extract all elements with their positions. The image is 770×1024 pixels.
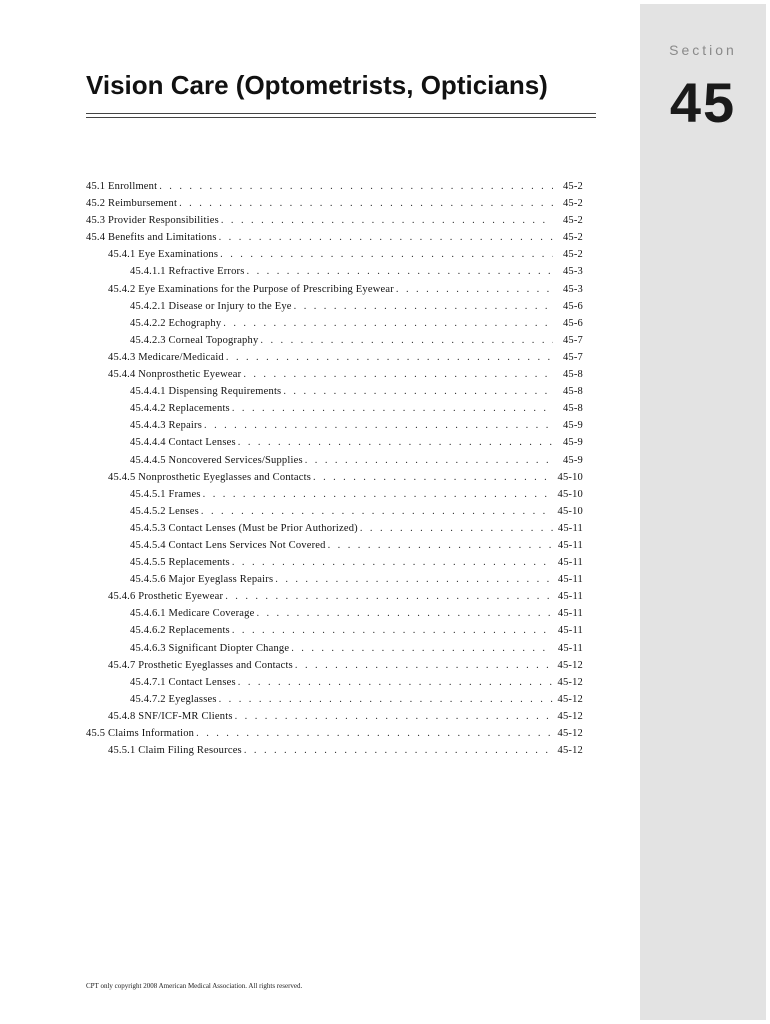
toc-entry-page: 45-11 <box>557 642 583 654</box>
toc-entry[interactable] <box>86 625 583 642</box>
toc-entry-label: 45.4.6.1 Medicare Coverage <box>130 608 255 620</box>
toc-entry-label: 45.4.5.6 Major Eyeglass Repairs <box>130 574 274 586</box>
toc-entry-label: 45.2 Reimbursement <box>86 198 178 210</box>
toc-entry[interactable] <box>86 437 583 454</box>
toc-dot-leader <box>204 420 553 431</box>
toc-entry-page: 45-11 <box>557 557 583 569</box>
toc-dot-leader <box>232 625 553 636</box>
toc-dot-leader <box>238 677 553 688</box>
toc-entry-page: 45-12 <box>557 676 583 688</box>
toc-entry-label: 45.4.1.1 Refractive Errors <box>130 266 245 278</box>
toc-dot-leader <box>305 455 553 466</box>
toc-entry[interactable] <box>86 660 583 677</box>
toc-entry-label: 45.4 Benefits and Limitations <box>86 232 217 244</box>
table-of-contents <box>86 181 583 762</box>
toc-dot-leader <box>275 574 553 585</box>
toc-dot-leader <box>256 608 553 619</box>
toc-entry-label: 45.4.7.1 Contact Lenses <box>130 676 236 688</box>
section-side-tab <box>640 4 766 1020</box>
toc-dot-leader <box>260 335 553 346</box>
toc-entry-page: 45-12 <box>557 710 583 722</box>
toc-entry[interactable] <box>86 301 583 318</box>
toc-entry-page: 45-2 <box>562 249 583 261</box>
toc-entry-label: 45.4.6.3 Significant Diopter Change <box>130 642 290 654</box>
toc-entry-page: 45-10 <box>557 505 583 517</box>
toc-entry[interactable] <box>86 420 583 437</box>
toc-entry-label: 45.4.7 Prosthetic Eyeglasses and Contacts <box>108 659 293 671</box>
toc-entry-label: 45.4.1 Eye Examinations <box>108 249 219 261</box>
toc-entry-label: 45.4.2.1 Disease or Injury to the Eye <box>130 300 292 312</box>
toc-entry-label: 45.4.4.3 Repairs <box>130 420 203 432</box>
toc-entry-page: 45-11 <box>557 574 583 586</box>
toc-entry[interactable] <box>86 369 583 386</box>
toc-entry-page: 45-11 <box>557 539 583 551</box>
toc-dot-leader <box>294 301 553 312</box>
toc-entry-label: 45.4.6 Prosthetic Eyewear <box>108 591 224 603</box>
toc-dot-leader <box>238 437 553 448</box>
copyright-footer: CPT only copyright 2008 American Medical Association. All rights reserved. <box>86 982 303 990</box>
toc-entry[interactable] <box>86 677 583 694</box>
toc-entry-page: 45-11 <box>557 591 583 603</box>
toc-dot-leader <box>223 318 553 329</box>
section-number: 45 <box>669 71 737 134</box>
toc-entry-page: 45-12 <box>557 693 583 705</box>
toc-entry-page: 45-11 <box>557 625 583 637</box>
toc-entry-page: 45-9 <box>562 437 583 449</box>
toc-entry[interactable] <box>86 284 583 301</box>
toc-entry[interactable] <box>86 266 583 283</box>
toc-entry-page: 45-2 <box>562 215 583 227</box>
title-divider <box>86 113 596 118</box>
toc-entry-label: 45.4.4.4 Contact Lenses <box>130 437 236 449</box>
toc-entry[interactable] <box>86 506 583 523</box>
toc-entry[interactable] <box>86 557 583 574</box>
toc-entry[interactable] <box>86 215 583 232</box>
toc-dot-leader <box>295 660 553 671</box>
toc-entry-page: 45-8 <box>562 386 583 398</box>
toc-dot-leader <box>235 711 553 722</box>
toc-dot-leader <box>201 506 553 517</box>
toc-dot-leader <box>159 181 553 192</box>
toc-dot-leader <box>219 694 553 705</box>
toc-dot-leader <box>196 728 553 739</box>
toc-entry-page: 45-8 <box>562 369 583 381</box>
toc-entry-label: 45.4.4.5 Noncovered Services/Supplies <box>130 454 303 466</box>
toc-entry-label: 45.4.4.2 Replacements <box>130 403 230 415</box>
toc-entry[interactable] <box>86 472 583 489</box>
toc-entry-page: 45-8 <box>562 403 583 415</box>
toc-entry-page: 45-9 <box>562 420 583 432</box>
toc-dot-leader <box>203 489 553 500</box>
toc-dot-leader <box>225 591 553 602</box>
toc-entry-label: 45.4.5.3 Contact Lenses (Must be Prior Authorized) <box>130 522 358 534</box>
toc-entry[interactable] <box>86 455 583 472</box>
section-label: Section <box>669 42 737 58</box>
toc-dot-leader <box>243 369 553 380</box>
toc-entry-label: 45.4.5.2 Lenses <box>130 505 199 517</box>
toc-entry-page: 45-11 <box>557 608 583 620</box>
toc-entry-label: 45.4.2.3 Corneal Topography <box>130 334 259 346</box>
toc-entry-page: 45-2 <box>562 198 583 210</box>
toc-entry[interactable] <box>86 608 583 625</box>
page-title: Vision Care (Optometrists, Opticians) <box>86 70 548 100</box>
toc-entry-page: 45-7 <box>562 351 583 363</box>
toc-entry[interactable] <box>86 386 583 403</box>
toc-entry-label: 45.4.4 Nonprosthetic Eyewear <box>108 369 242 381</box>
toc-entry-page: 45-12 <box>557 728 583 739</box>
toc-entry-label: 45.4.2 Eye Examinations for the Purpose of Prescribing Eyewear <box>108 283 394 295</box>
toc-entry[interactable] <box>86 318 583 335</box>
toc-entry-label: 45.5 Claims Information <box>86 728 195 739</box>
toc-dot-leader <box>244 745 553 756</box>
toc-entry[interactable] <box>86 181 583 198</box>
toc-dot-leader <box>328 540 553 551</box>
toc-entry[interactable] <box>86 694 583 711</box>
toc-entry-label: 45.4.4.1 Dispensing Requirements <box>130 386 282 398</box>
toc-dot-leader <box>360 523 553 534</box>
toc-dot-leader <box>219 232 553 243</box>
toc-entry-page: 45-12 <box>557 745 583 757</box>
toc-entry[interactable] <box>86 352 583 369</box>
toc-entry[interactable] <box>86 335 583 352</box>
toc-entry[interactable] <box>86 728 583 745</box>
toc-entry-page: 45-3 <box>562 266 583 278</box>
toc-entry-page: 45-3 <box>562 283 583 295</box>
toc-entry-page: 45-9 <box>562 454 583 466</box>
toc-entry-label: 45.4.8 SNF/ICF-MR Clients <box>108 710 233 722</box>
toc-entry[interactable] <box>86 745 583 762</box>
toc-entry[interactable] <box>86 591 583 608</box>
toc-entry-page: 45-11 <box>557 522 583 534</box>
toc-dot-leader <box>291 643 553 654</box>
toc-entry-label: 45.1 Enrollment <box>86 181 158 192</box>
toc-entry-label: 45.4.7.2 Eyeglasses <box>130 693 217 705</box>
toc-entry[interactable] <box>86 540 583 557</box>
toc-dot-leader <box>221 215 553 226</box>
toc-entry-label: 45.4.6.2 Replacements <box>130 625 230 637</box>
toc-dot-leader <box>396 284 553 295</box>
toc-entry-page: 45-2 <box>562 181 583 192</box>
toc-entry-page: 45-10 <box>557 488 583 500</box>
toc-entry-page: 45-12 <box>557 659 583 671</box>
toc-dot-leader <box>226 352 553 363</box>
toc-entry[interactable] <box>86 523 583 540</box>
toc-entry-label: 45.4.3 Medicare/Medicaid <box>108 351 224 363</box>
toc-entry[interactable] <box>86 643 583 660</box>
toc-entry-label: 45.4.2.2 Echography <box>130 317 222 329</box>
toc-dot-leader <box>247 266 553 277</box>
toc-entry[interactable] <box>86 232 583 249</box>
toc-dot-leader <box>232 557 553 568</box>
toc-entry-page: 45-6 <box>562 317 583 329</box>
toc-entry-page: 45-2 <box>562 232 583 244</box>
toc-entry-label: 45.4.5.5 Replacements <box>130 557 230 569</box>
toc-dot-leader <box>179 198 553 209</box>
toc-entry-page: 45-7 <box>562 334 583 346</box>
toc-entry-page: 45-6 <box>562 300 583 312</box>
toc-entry[interactable] <box>86 574 583 591</box>
toc-entry[interactable] <box>86 489 583 506</box>
toc-dot-leader <box>283 386 553 397</box>
toc-entry-label: 45.4.5 Nonprosthetic Eyeglasses and Contacts <box>108 471 312 483</box>
toc-entry-label: 45.5.1 Claim Filing Resources <box>108 745 242 757</box>
toc-entry[interactable] <box>86 403 583 420</box>
toc-entry-label: 45.4.5.1 Frames <box>130 488 201 500</box>
toc-entry[interactable] <box>86 198 583 215</box>
toc-dot-leader <box>313 472 553 483</box>
toc-entry[interactable] <box>86 711 583 728</box>
toc-entry-label: 45.4.5.4 Contact Lens Services Not Covered <box>130 539 326 551</box>
toc-entry[interactable] <box>86 249 583 266</box>
toc-entry-label: 45.3 Provider Responsibilities <box>86 215 219 227</box>
toc-entry-page: 45-10 <box>557 471 583 483</box>
toc-dot-leader <box>232 403 553 414</box>
toc-dot-leader <box>220 249 553 260</box>
